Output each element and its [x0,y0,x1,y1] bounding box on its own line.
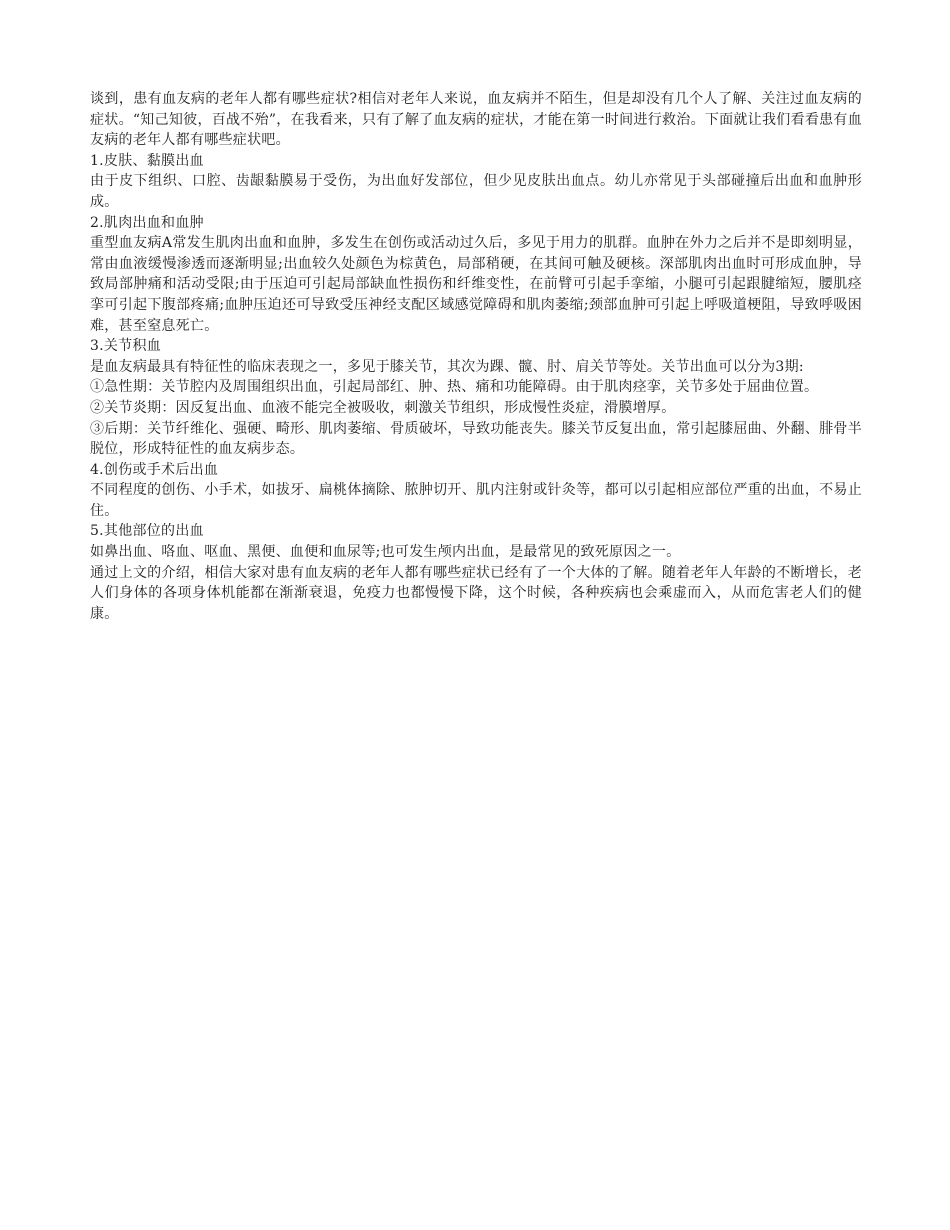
section-heading-muscle-bleeding: 2.肌肉出血和血肿 [90,214,204,231]
section-paragraph: 由于皮下组织、口腔、齿龈黏膜易于受伤，为出血好发部位，但少见皮肤出血点。幼儿亦常见于头部碰撞后出血和血肿形成。 [90,173,862,210]
section-heading-trauma-bleeding: 4.创伤或手术后出血 [90,461,219,478]
section-paragraph: 是血友病最具有特征性的临床表现之一，多见于膝关节，其次为踝、髋、肘、肩关节等处。关节出血可以分为3期: [90,358,804,375]
section-heading-joint-bleeding: 3.关节积血 [90,338,162,355]
section-paragraph: 重型血友病A常发生肌肉出血和血肿，多发生在创伤或活动过久后，多见于用力的肌群。血肿在外力之后并不是即刻明显，常由血液缓慢渗透而逐渐明显;出血较久处颜色为棕黄色，局部稍硬，在其间可触及硬核。深部肌肉出血时可形成血肿，导致局部肿痛和活动受限;由于压迫可引起局部缺血性损伤和纤维变性，在前臂可引起手挛缩，小腿可引起跟腱缩短，腰肌痉挛可引起下腹部疼痛;血肿压迫还可导致受压神经支配区域感觉障碍和肌肉萎缩;颈部血肿可引起上呼吸道梗阻，导致呼吸困难，甚至窒息死亡。 [90,235,862,334]
conclusion-paragraph: 通过上文的介绍，相信大家对患有血友病的老年人都有哪些症状已经有了一个大体的了解。随着老年人年龄的不断增长，老人们身体的各项身体机能都在渐渐衰退，免疫力也都慢慢下降，这个时候，各种疾病也会乘虚而入，从而危害老人们的健康。 [90,564,862,622]
article-body [90,89,862,624]
section-paragraph: 不同程度的创伤、小手术，如拔牙、扁桃体摘除、脓肿切开、肌内注射或针灸等，都可以引起相应部位严重的出血，不易止住。 [90,482,862,519]
stage-item-late: ③后期：关节纤维化、强硬、畸形、肌肉萎缩、骨质破坏，导致功能丧失。膝关节反复出血，常引起膝屈曲、外翻、腓骨半脱位，形成特征性的血友病步态。 [90,420,862,458]
stage-item-acute: ①急性期：关节腔内及周围组织出血，引起局部红、肿、热、痛和功能障碍。由于肌肉痉挛，关节多处于屈曲位置。 [90,379,819,396]
intro-paragraph: 谈到，患有血友病的老年人都有哪些症状?相信对老年人来说，血友病并不陌生，但是却没有几个人了解、关注过血友病的症状。“知己知彼，百战不殆”，在我看来，只有了解了血友病的症状，才能在第一时间进行救治。下面就让我们看看患有血友病的老年人都有哪些症状吧。 [90,91,862,149]
section-paragraph: 如鼻出血、咯血、呕血、黑便、血便和血尿等;也可发生颅内出血，是最常见的致死原因之一。 [90,544,681,561]
section-heading-skin-bleeding: 1.皮肤、黏膜出血 [90,152,204,169]
section-heading-other-bleeding: 5.其他部位的出血 [90,523,204,540]
stage-item-arthritis: ②关节炎期：因反复出血、血液不能完全被吸收，刺激关节组织，形成慢性炎症，滑膜增厚。 [90,399,676,416]
